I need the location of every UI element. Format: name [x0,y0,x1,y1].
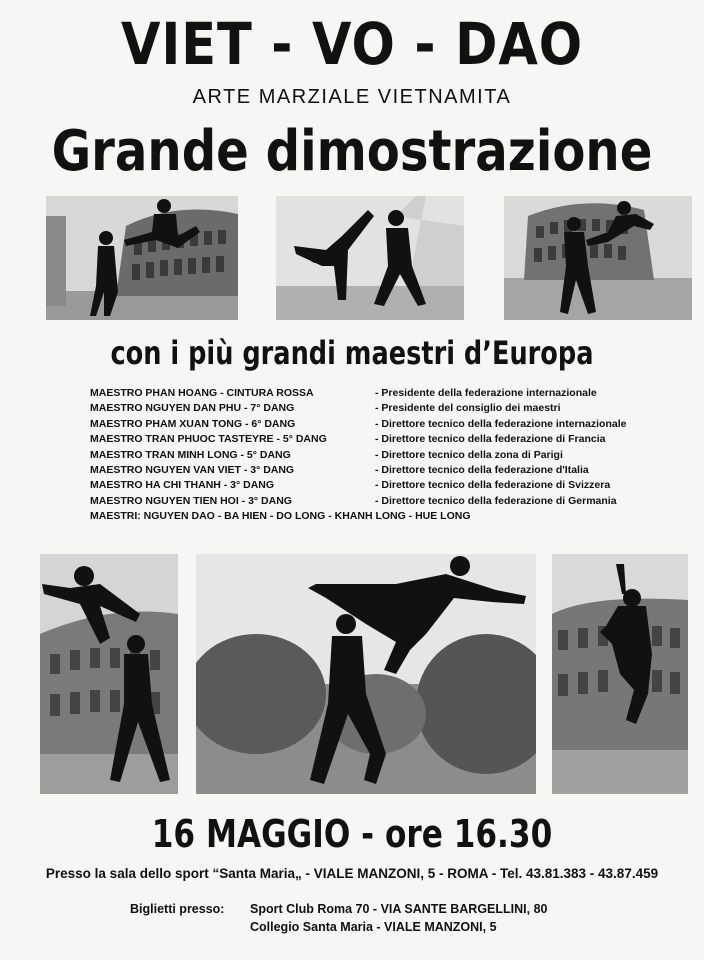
tagline: con i più grandi maestri d’Europa [110,334,594,372]
tickets-info [130,900,548,936]
other-masters: MAESTRI: NGUYEN DAO - BA HIEN - DO LONG - KHANH LONG - HUE LONG [90,510,471,523]
photo-jump-colosseum-right [552,554,688,794]
master-role: - Direttore tecnico della zona di Parigi [375,448,563,461]
master-name: MAESTRO TRAN MINH LONG - 5° DANG [90,448,291,461]
master-name: MAESTRO PHAN HOANG - CINTURA ROSSA [90,387,314,399]
master-name: MAESTRO NGUYEN DAN PHU - 7° DANG [90,402,295,415]
master-role: - Direttore tecnico della federazione di Svizzera [375,479,611,492]
poster-subtitle: ARTE MARZIALE VIETNAMITA [192,86,512,108]
tickets-label: Biglietti presso: [130,902,225,916]
poster-headline: Grande dimostrazione [51,119,653,184]
master-role: - Presidente della federazione internazionale [375,387,597,399]
event-datetime: 16 MAGGIO - ore 16.30 [151,812,553,856]
master-name: MAESTRO PHAM XUAN TONG - 6° DANG [90,417,296,430]
master-name: MAESTRO HA CHI THANH - 3° DANG [90,479,275,492]
master-role: - Presidente del consiglio dei maestri [375,402,561,415]
photo-jump-kick-center [196,554,536,794]
master-role: - Direttore tecnico della federazione di Francia [375,433,606,446]
list-item [90,448,660,463]
master-name: MAESTRO NGUYEN VAN VIET - 3° DANG [90,464,295,477]
list-item [90,386,660,401]
list-item [90,401,660,416]
photo-colosseum-kick-right [504,196,692,320]
poster-title: VIET - VO - DAO [120,10,584,78]
master-name: MAESTRO NGUYEN TIEN HOI - 3° DANG [90,494,292,507]
list-item [90,432,660,447]
tickets-venue-1: Sport Club Roma 70 - VIA SANTE BARGELLINI, 80 [250,902,548,916]
photo-flying-kick-left [40,554,178,794]
list-item [90,478,660,493]
master-role: - Direttore tecnico della federazione d'Italia [375,464,589,477]
tickets-venue-2: Collegio Santa Maria - VIALE MANZONI, 5 [250,920,497,934]
photo-colosseum-kick-left [46,196,238,320]
master-role: - Direttore tecnico della federazione di Germania [375,494,617,507]
event-address: Presso la sala dello sport “Santa Maria„ - VIALE MANZONI, 5 - ROMA - Tel. 43.81.383 - 43.87.459 [45,866,659,881]
photo-high-kick-center [276,196,464,320]
list-item [90,417,660,432]
master-name: MAESTRO TRAN PHUOC TASTEYRE - 5° DANG [90,433,327,446]
masters-list [90,386,660,525]
list-item [90,494,660,509]
master-role: - Direttore tecnico della federazione internazionale [375,417,627,430]
list-item [90,463,660,478]
